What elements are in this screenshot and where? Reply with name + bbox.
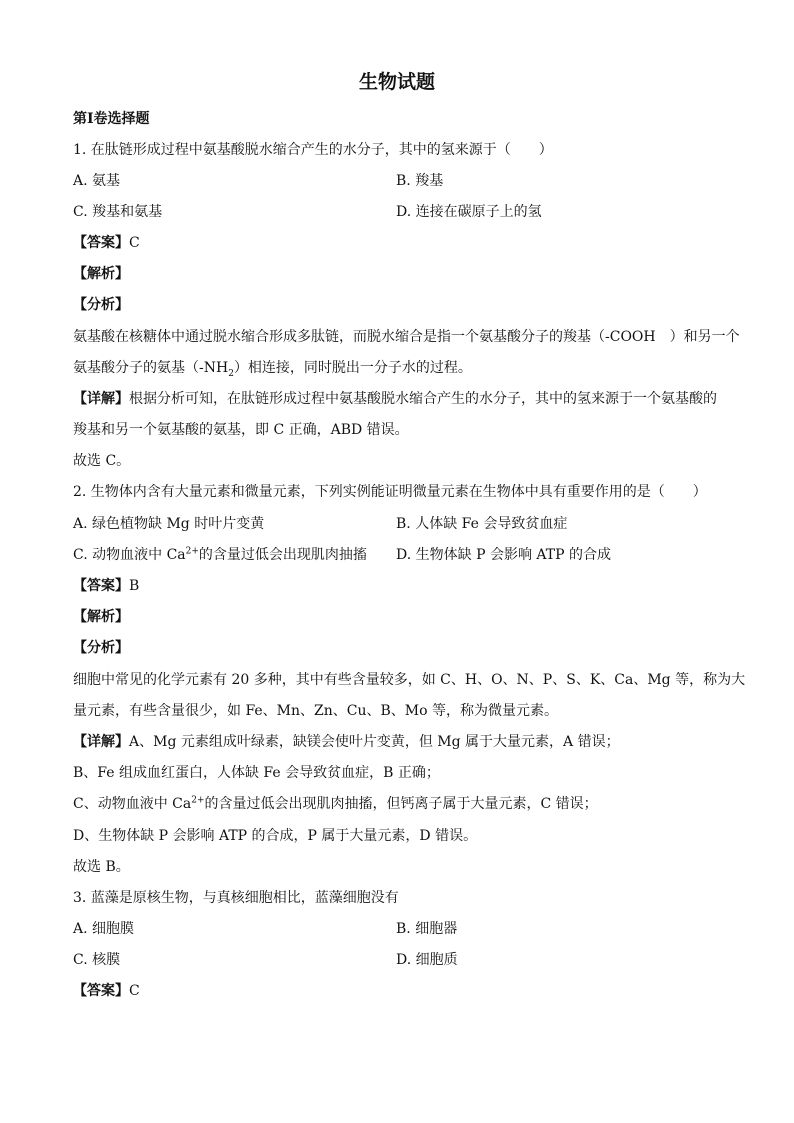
q2-jiexi: 【解析】 [73,609,129,625]
q2-conclusion: 故选 B。 [73,859,130,875]
q1-stem: 1. 在肽链形成过程中氨基酸脱水缩合产生的水分子，其中的氢来源于（ ） [73,142,553,158]
q1-analysis-line2 [73,358,472,378]
q1-option-d: D. 连接在碳原子上的氢 [396,204,542,220]
q1-option-a: A. 氨基 [73,173,121,189]
q2-detail-line1 [73,732,620,752]
q2-answer [73,576,139,596]
q2-fenxi: 【分析】 [73,640,129,656]
q3-option-c: C. 核膜 [73,952,121,968]
superscript: 2+ [185,546,199,557]
q1-conclusion: 故选 C。 [73,453,131,469]
section-heading: 第Ⅰ卷选择题 [73,111,150,127]
q1-answer [73,233,140,253]
detail-tag: 【详解】 [73,734,129,750]
q3-answer [73,981,140,1001]
text-part: A、Mg 元素组成叶绿素，缺镁会使叶片变黄，但 Mg 属于大量元素，A 错误； [129,734,620,750]
page-title: 生物试题 [358,71,435,93]
subscript: 2 [228,368,234,379]
text-part: 根据分析可知，在肽链形成过程中氨基酸脱水缩合产生的水分子，其中的氢来源于一个氨基酸的 [129,391,717,407]
q1-fenxi: 【分析】 [73,297,129,313]
text-part: 的含量过低会出现肌肉抽搐 [198,547,367,563]
q2-detail-line4: D、生物体缺 P 会影响 ATP 的合成，P 属于大量元素，D 错误。 [73,828,478,844]
q2-option-d: D. 生物体缺 P 会影响 ATP 的合成 [396,547,611,563]
superscript: 2+ [191,795,205,806]
answer-value: C [129,235,140,251]
q1-option-c: C. 羧基和氨基 [73,204,163,220]
q2-analysis-line2: 量元素，有些含量很少，如 Fe、Mn、Zn、Cu、B、Mo 等，称为微量元素。 [73,703,559,719]
text-part: C. 动物血液中 Ca [73,547,186,563]
q2-option-a: A. 绿色植物缺 Mg 时叶片变黄 [73,516,265,532]
answer-value: B [129,578,140,594]
q2-stem: 2. 生物体内含有大量元素和微量元素，下列实例能证明微量元素在生物体中具有重要作用的是（ ） [73,484,707,500]
q2-analysis-line1: 细胞中常见的化学元素有 20 多种，其中有些含量较多，如 C、H、O、N、P、S、K、Ca、Mg 等，称为大 [73,672,746,688]
q1-detail-line1 [73,389,717,409]
answer-tag: 【答案】 [73,983,129,999]
q1-analysis-line1: 氨基酸在核糖体中通过脱水缩合形成多肽链，而脱水缩合是指一个氨基酸分子的羧基（-COOH ）和另一个 [73,329,740,345]
q3-stem: 3. 蓝藻是原核生物，与真核细胞相比，蓝藻细胞没有 [73,890,399,906]
q3-option-b: B. 细胞器 [396,921,458,937]
q2-option-c [73,545,367,565]
q3-option-a: A. 细胞膜 [73,921,135,937]
text-part: C、动物血液中 Ca [73,796,192,812]
text-part: 的含量过低会出现肌肉抽搐，但钙离子属于大量元素，C 错误； [204,796,598,812]
q1-option-b: B. 羧基 [396,173,444,189]
q2-detail-line3 [73,794,598,814]
q2-option-b: B. 人体缺 Fe 会导致贫血症 [396,516,568,532]
q1-detail-line2: 羧基和另一个氨基酸的氨基，即 C 正确，ABD 错误。 [73,422,409,438]
answer-value: C [129,983,140,999]
q1-jiexi: 【解析】 [73,266,129,282]
text-part: 氨基酸分子的氨基（-NH [73,360,229,376]
detail-tag: 【详解】 [73,391,129,407]
answer-tag: 【答案】 [73,578,129,594]
q2-detail-line2: B、Fe 组成血红蛋白，人体缺 Fe 会导致贫血症，B 正确； [73,765,440,781]
answer-tag: 【答案】 [73,235,129,251]
text-part: ）相连接，同时脱出一分子水的过程。 [233,360,472,376]
q3-option-d: D. 细胞质 [396,952,458,968]
